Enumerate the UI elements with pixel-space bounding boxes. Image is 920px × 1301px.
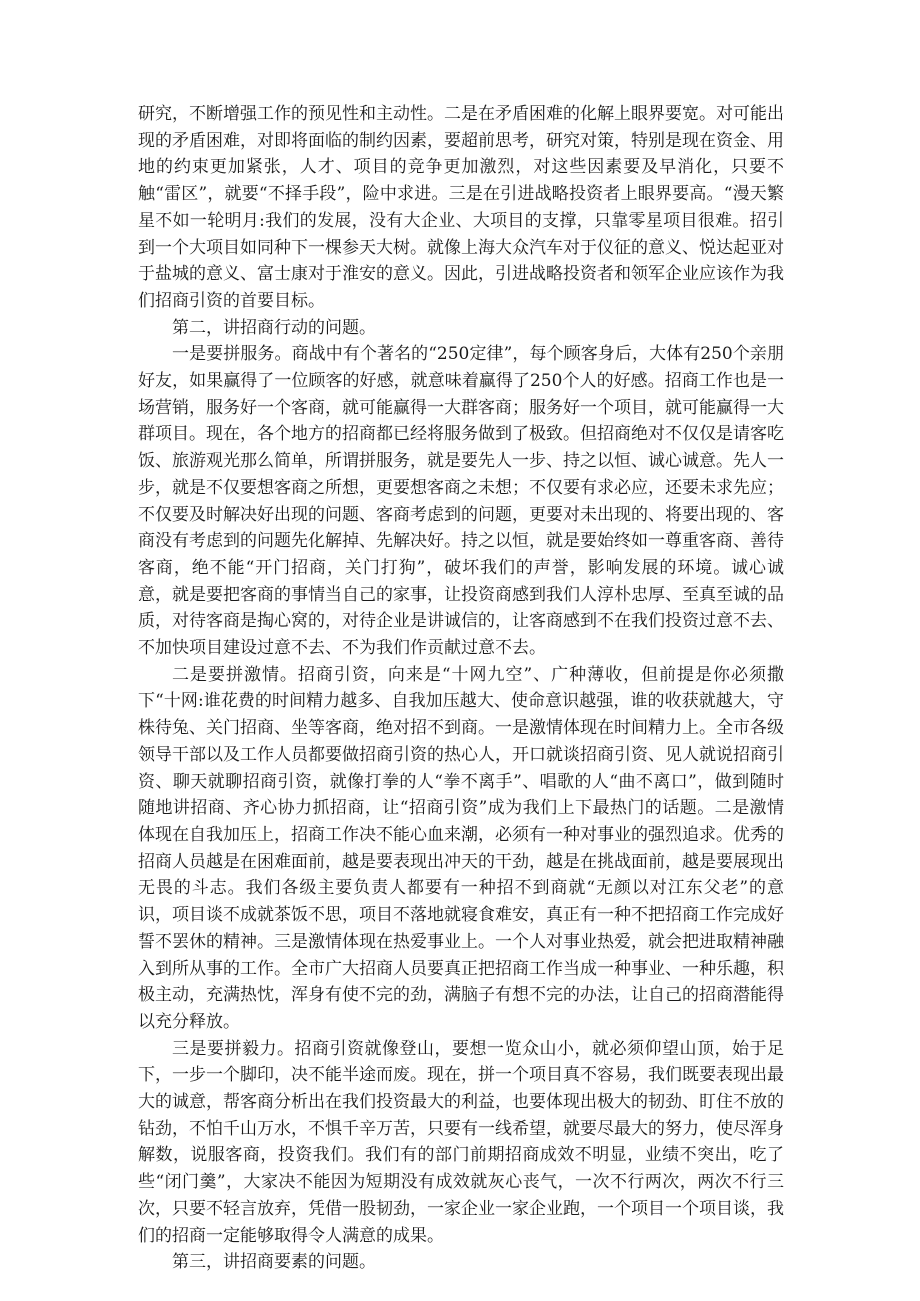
section-heading-3: 第三，讲招商要素的问题。 (172, 1252, 376, 1273)
body-paragraph-service: 一是要拼服务。商战中有个著名的“250定律”，每个顾客身后，大体有250个亲朋好友，如果赢得了一位顾客的好感，就意味着赢得了250个人的好感。招商工作也是一场营销，服务好一个客商，就可能赢得一大群客商；服务好一个项目，就可能赢得一大群项目。现在，各个地方的招商都已经将服务做到了极致。但招商绝对不仅仅是请客吃饭、旅游观光那么简单，所谓拼服务，就是要先人一步、持之以恒、诚心诚意。先人一步，就是不仅要想客商之所想，更要想客商之未想；不仅要有求必应，还要未求先应；不仅要及时解决好出现的问题、客商考虑到的问题，更要对未出现的、将要出现的、客商没有考虑到的问题先化解掉、先解决好。持之以恒，就是要始终如一尊重客商、善待客商，绝不能“开门招商，关门打狗”，破坏我们的声誉，影响发展的环境。诚心诚意，就是要把客商的事情当自己的家事，让投资商感到我们人淳朴忠厚、至真至诚的品质，对待客商是掏心窝的，对待企业是讲诚信的，让客商感到不在我们投资过意不去、不加快项目建设过意不去、不为我们作贡献过意不去。 (138, 344, 784, 659)
body-paragraph-passion: 二是要拼激情。招商引资，向来是“十网九空”、广种薄收，但前提是你必须撒下“十网:谁花费的时间精力越多、自我加压越大、使命意识越强，谁的收获就越大，守株待兔、关门招商、坐等客商，绝对招不到商。一是激情体现在时间精力上。全市各级领导干部以及工作人员都要做招商引资的热心人，开口就谈招商引资、见人就说招商引资、聊天就聊招商引资，就像打拳的人“拳不离手”、唱歌的人“曲不离口”，做到随时随地讲招商、齐心协力抓招商，让“招商引资”成为我们上下最热门的话题。二是激情体现在自我加压上，招商工作决不能心血来潮，必须有一种对事业的强烈追求。优秀的招商人员越是在困难面前，越是要表现出冲天的干劲，越是在挑战面前，越是要展现出无畏的斗志。我们各级主要负责人都要有一种招不到商就“无颜以对江东父老”的意识，项目谈不成就茶饭不思，项目不落地就寝食难安，真正有一种不把招商工作完成好誓不罢休的精神。三是激情体现在热爱事业上。一个人对事业热爱，就会把进取精神融入到所从事的工作。全市广大招商人员要真正把招商工作当成一种事业、一种乐趣，积极主动，充满热忱，浑身有使不完的劲，满脑子有想不完的办法，让自己的招商潜能得以充分释放。 (138, 664, 784, 1032)
document-page (138, 101, 784, 1276)
body-paragraph-perseverance: 三是要拼毅力。招商引资就像登山，要想一览众山小，就必须仰望山顶，始于足下，一步一个脚印，决不能半途而废。现在，拼一个项目真不容易，我们既要表现出最大的诚意，帮客商分析出在我们投资最大的利益，也要体现出极大的韧劲、盯住不放的钻劲，不怕千山万水，不惧千辛万苦，只要有一线希望，就要尽最大的努力，使尽浑身解数，说服客商，投资我们。我们有的部门前期招商成效不明显，业绩不突出，吃了些“闭门羹”，大家决不能因为短期没有成效就灰心丧气，一次不行两次，两次不行三次，只要不轻言放弃，凭借一股韧劲，一家企业一家企业跑，一个项目一个项目谈，我们的招商一定能够取得令人满意的成果。 (138, 1038, 784, 1246)
body-paragraph-1: 研究，不断增强工作的预见性和主动性。二是在矛盾困难的化解上眼界要宽。对可能出现的矛盾困难，对即将面临的制约因素，要超前思考，研究对策，特别是现在资金、用地的约束更加紧张，人才、项目的竞争更加激烈，对这些因素要及早消化，只要不触“雷区”，就要“不择手段”，险中求进。三是在引进战略投资者上眼界要高。“漫天繁星不如一轮明月:我们的发展，没有大企业、大项目的支撑，只靠零星项目很难。招引到一个大项目如同种下一棵参天大树。就像上海大众汽车对于仪征的意义、悦达起亚对于盐城的意义、富士康对于淮安的意义。因此，引进战略投资者和领军企业应该作为我们招商引资的首要目标。 (138, 104, 784, 311)
section-heading-2: 第二，讲招商行动的问题。 (172, 317, 376, 338)
